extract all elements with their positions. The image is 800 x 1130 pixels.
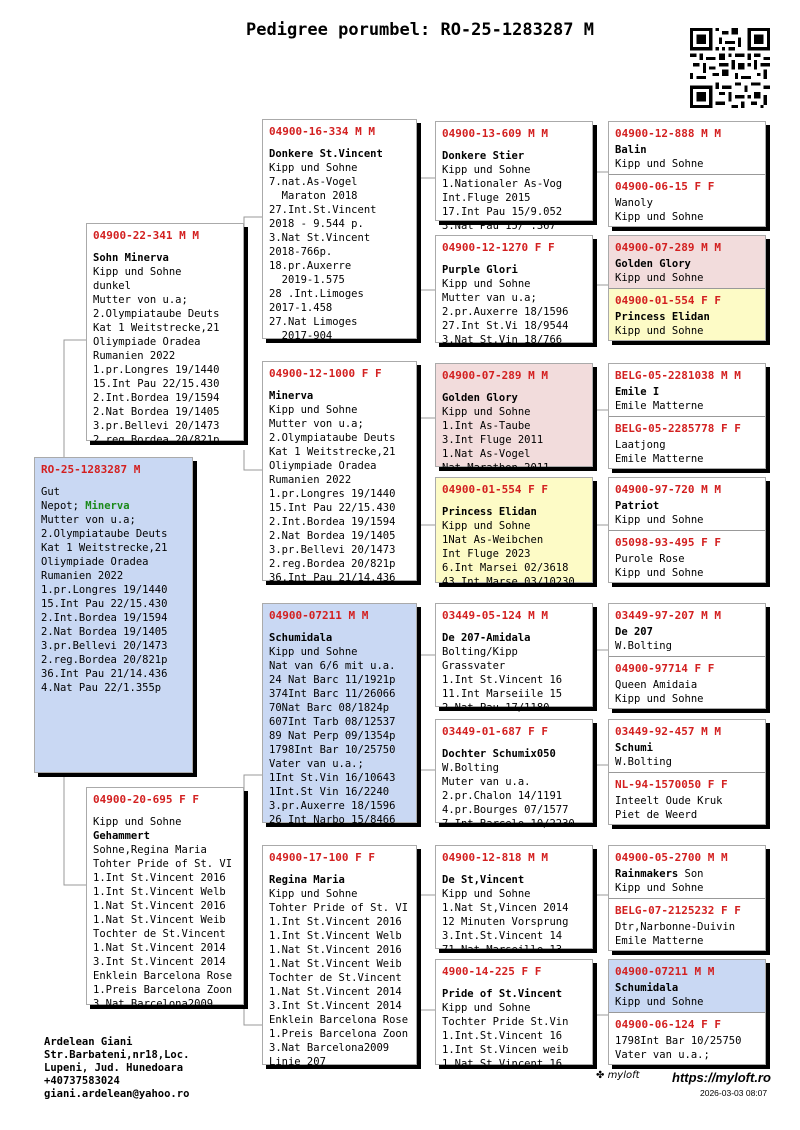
ancestor-pair-card[interactable] (608, 235, 766, 341)
nepot-line: Nepot; Minerva (41, 500, 130, 512)
pigeon-name: Sohn Minerva (93, 252, 169, 264)
pigeon-name: Regina Maria (269, 874, 345, 886)
pigeon-name: De 207-Amidala (442, 632, 531, 644)
details: Kipp und Sohne Mutter von u.a; 2.Olympiataube Deuts Kat 1 Weitstrecke,21 Oliympiade Oradea Rumanien 2022 1.pr.Longres 19/1440 15.Int Pau 22/15.430 2.Int.Bordea 19/1594 2.Nat Bordea 19/1405 3.pr.Bellevi 20/1473 2.reg.Bordea 20/821p 36.Int Pau 21/14.436 (269, 404, 396, 584)
ancestor-cell[interactable]: NL-94-1570050 F F Inteelt Oude Kruk Piet de Weerd (609, 772, 765, 824)
ancestor-cell[interactable]: 04900-12-888 M M Balin Kipp und Sohne (615, 127, 721, 170)
details: Kipp und Sohne 1.Int As-Taube 3.Int Fluge 2011 1.Nat As-Vogel Nat Marathon 2011 (442, 406, 550, 474)
ancestor-cell[interactable]: 04900-06-124 F F 1798Int Bar 10/25750 Vater van u.a.; (609, 1012, 765, 1064)
details: Kipp und Sohne 7.nat.As-Vogel Maraton 2018 27.Int.St.Vincent 2018 - 9.544 p. 3.Nat St.Vincent 2018-766p. 18.pr.Auxerre 2019-1.575 28 .Int.Limoges 2017-1.458 27.Nat Limoges 2017-904 (269, 162, 377, 342)
print-date: 2026-03-03 08:07 (700, 1088, 768, 1098)
ring-number: 04900-07-289 M M (442, 369, 548, 382)
ancestor-cell[interactable]: 04900-97714 F F Queen Amidaia Kipp und Sohne (609, 656, 765, 708)
ancestor-pair-card[interactable] (608, 959, 766, 1065)
ring-number: 04900-01-554 F F (442, 483, 548, 496)
ancestor-pair-card[interactable] (608, 363, 766, 469)
ring-number: 03449-05-124 M M (442, 609, 548, 622)
ancestor-cell[interactable]: 05098-93-495 F F Purole Rose Kipp und Sohne (609, 530, 765, 582)
ancestor-cell[interactable]: 04900-06-15 F F Wanoly Kipp und Sohne (609, 174, 765, 226)
father-card[interactable] (86, 223, 244, 446)
grandfather-paternal-card[interactable] (262, 119, 417, 342)
details: Kipp und Sohne 1.Nat St,Vincen 2014 12 Minuten Vorsprung 3.Int.St.Vincent 14 71.Nat Marseille 13 (442, 888, 569, 956)
pigeon-name: Dochter Schumix050 (442, 748, 556, 760)
ring-number: 4900-14-225 F F (442, 965, 542, 978)
ring-number: 04900-13-609 M M (442, 127, 548, 140)
ring-number: 04900-17-100 F F (269, 851, 375, 864)
pigeon-name: Princess Elidan (442, 506, 537, 518)
pigeon-name: Gehammert (93, 830, 150, 842)
ancestor-cell[interactable]: BELG-05-2285778 F F Laatjong Emile Matterne (609, 416, 765, 468)
ancestor-pair-card[interactable] (608, 845, 766, 951)
great-grandparent-card[interactable] (435, 121, 593, 232)
owner-line: Kipp und Sohne (93, 816, 182, 828)
ancestor-cell[interactable]: BELG-05-2281038 M M Emile I Emile Matterne (615, 369, 741, 412)
grandmother-paternal-card[interactable] (262, 361, 417, 584)
color-line: Gut (41, 486, 60, 498)
subject-pigeon-card[interactable] (34, 457, 193, 773)
pigeon-name: Purple Glori (442, 264, 518, 276)
details: Kipp und Sohne 1.Nationaler As-Vog Int.Fluge 2015 17.Int Pau 15/9.052 3.Nat Pau 15/ .367 (442, 164, 563, 232)
nepot-name: Minerva (85, 500, 130, 512)
ring-number: RO-25-1283287 M (41, 463, 141, 476)
mother-card[interactable] (86, 787, 244, 1010)
details: Sohne,Regina Maria Tohter Pride of St. VI 1.Int St.Vincent 2016 1.Int St.Vincent Welb 1.Nat St.Vincent 2016 1.Nat St.Vincent Weib Tochter de St.Vincent 1.Nat St.Vincent 2014 3.Int St.Vincent 2014 Enklein Barcelona Rose 1.Preis Barcelona Zoon 3.Nat Barcelona2009 (93, 844, 233, 1010)
ring-number: 04900-12-1000 F F (269, 367, 382, 380)
ring-number: 04900-07211 M M (269, 609, 369, 622)
pigeon-name: Donkere St.Vincent (269, 148, 383, 160)
great-grandparent-card[interactable] (435, 603, 593, 714)
details: W.Bolting Muter van u.a. 2.pr.Chalon 14/1191 4.pr.Bourges 07/1577 7.Int.Barcelo 10/2230 (442, 762, 575, 830)
ancestor-pair-card[interactable] (608, 603, 766, 709)
ancestor-cell[interactable]: 04900-07-289 M M Golden Glory Kipp und Sohne (609, 236, 765, 288)
great-grandparent-card[interactable] (435, 845, 593, 956)
owner-address: Ardelean Giani Str.Barbateni,nr18,Loc. Lupeni, Jud. Hunedoara +40737583024 giani.ardelean@yahoo.ro (44, 1036, 190, 1100)
pigeon-name: Donkere Stier (442, 150, 525, 162)
ring-number: 04900-22-341 M M (93, 229, 199, 242)
pigeon-name: Minerva (269, 390, 314, 402)
great-grandparent-card[interactable] (435, 959, 593, 1070)
ring-number: 04900-20-695 F F (93, 793, 199, 806)
page-title: Pedigree porumbel: RO-25-1283287 M (246, 20, 594, 40)
ancestor-cell[interactable]: 04900-01-554 F F Princess Elidan Kipp und Sohne (609, 288, 765, 340)
great-grandparent-card[interactable] (435, 477, 593, 588)
ancestor-pair-card[interactable] (608, 121, 766, 227)
details: Kipp und Sohne 1Nat As-Weibchen Int Fluge 2023 6.Int Marsei 02/3618 43 Int Marse 03/10230 (442, 520, 575, 588)
ancestor-pair-card[interactable] (608, 719, 766, 825)
details: Kipp und Sohne Nat van 6/6 mit u.a. 24 Nat Barc 11/1921p 374Int Barc 11/26066 70Nat Barc 08/1824p 607Int Tarb 08/12537 89 Nat Perp 09/1354p 1798Int Bar 10/25750 Vater van u.a.; 1Int St.Vin 16/10643 1Int.St Vin 16/2240 3.pr.Auxerre 18/1596 26 Int Narbo 15/8466 (269, 646, 396, 826)
great-grandparent-card[interactable] (435, 235, 593, 346)
qr-code-icon (690, 28, 770, 108)
ancestor-cell[interactable]: 03449-92-457 M M Schumi W.Bolting (615, 725, 721, 768)
details: Kipp und Sohne Mutter van u.a; 2.pr.Auxerre 18/1596 27.Int St.Vi 18/9544 3.Nat St.Vin 18/766 (442, 278, 569, 346)
great-grandparent-card[interactable] (435, 719, 593, 830)
ring-number: 04900-16-334 M M (269, 125, 375, 138)
ancestor-pair-card[interactable] (608, 477, 766, 583)
ring-number: 04900-12-818 M M (442, 851, 548, 864)
pigeon-logo-icon: ✤ (596, 1070, 608, 1081)
grandmother-maternal-card[interactable] (262, 845, 417, 1068)
details: Kipp und Sohne Tochter Pride St.Vin 1.Int.St.Vincent 16 1.Int St.Vincen weib 1.Nat St.Vincent 16 (442, 1002, 569, 1070)
details: Kipp und Sohne Tohter Pride of St. VI 1.Int St.Vincent 2016 1.Int St.Vincent Welb 1.Nat St.Vincent 2016 1.Nat St.Vincent Weib Tochter de St.Vincent 1.Nat St.Vincent 2014 3.Int St.Vincent 2014 Enklein Barcelona Rose 1.Preis Barcelona Zoon 3.Nat Barcelona2009 Linie 207 (269, 888, 409, 1068)
ancestor-cell[interactable]: 04900-97-720 M M Patriot Kipp und Sohne (615, 483, 721, 526)
great-grandparent-card[interactable] (435, 363, 593, 474)
pigeon-name: De St,Vincent (442, 874, 525, 886)
details: Bolting/Kipp Grassvater 1.Int St.Vincent 16 11.Int Marseiile 15 2.Nat Pau 17/1180 (442, 646, 563, 714)
ancestor-cell[interactable]: 04900-05-2700 M M Rainmakers Son Kipp und Sohne (615, 851, 728, 894)
pigeon-name: Schumidala (269, 632, 333, 644)
grandfather-maternal-card[interactable] (262, 603, 417, 826)
details: Mutter von u.a; 2.Olympiataube Deuts Kat 1 Weitstrecke,21 Oliympiade Oradea Rumanien 2022 1.pr.Longres 19/1440 15.Int Pau 22/15.430 2.Int.Bordea 19/1594 2.Nat Bordea 19/1405 3.pr.Bellevi 20/1473 2.reg.Bordea 20/821p 36.Int Pau 21/14.436 4.Nat Pau 22/1.355p (41, 514, 168, 694)
details: Kipp und Sohne dunkel Mutter von u.a; 2.Olympiataube Deuts Kat 1 Weitstrecke,21 Oliympiade Oradea Rumanien 2022 1.pr.Longres 19/1440 15.Int Pau 22/15.430 2.Int.Bordea 19/1594 2.Nat Bordea 19/1405 3.pr.Bellevi 20/1473 2.reg.Bordea 20/821p (93, 266, 220, 446)
ring-number: 04900-12-1270 F F (442, 241, 555, 254)
ancestor-cell[interactable]: 04900-07211 M M Schumidala Kipp und Sohne (609, 960, 765, 1012)
site-link[interactable]: https://myloft.ro (672, 1070, 771, 1085)
ancestor-cell[interactable]: 03449-97-207 M M De 207 W.Bolting (615, 609, 721, 652)
ancestor-cell[interactable]: BELG-07-2125232 F F Dtr,Narbonne-Duivin Emile Matterne (609, 898, 765, 950)
brand-logo: ✤ myloft (596, 1070, 640, 1081)
pigeon-name: Pride of St.Vincent (442, 988, 563, 1000)
pigeon-name: Golden Glory (442, 392, 518, 404)
ring-number: 03449-01-687 F F (442, 725, 548, 738)
